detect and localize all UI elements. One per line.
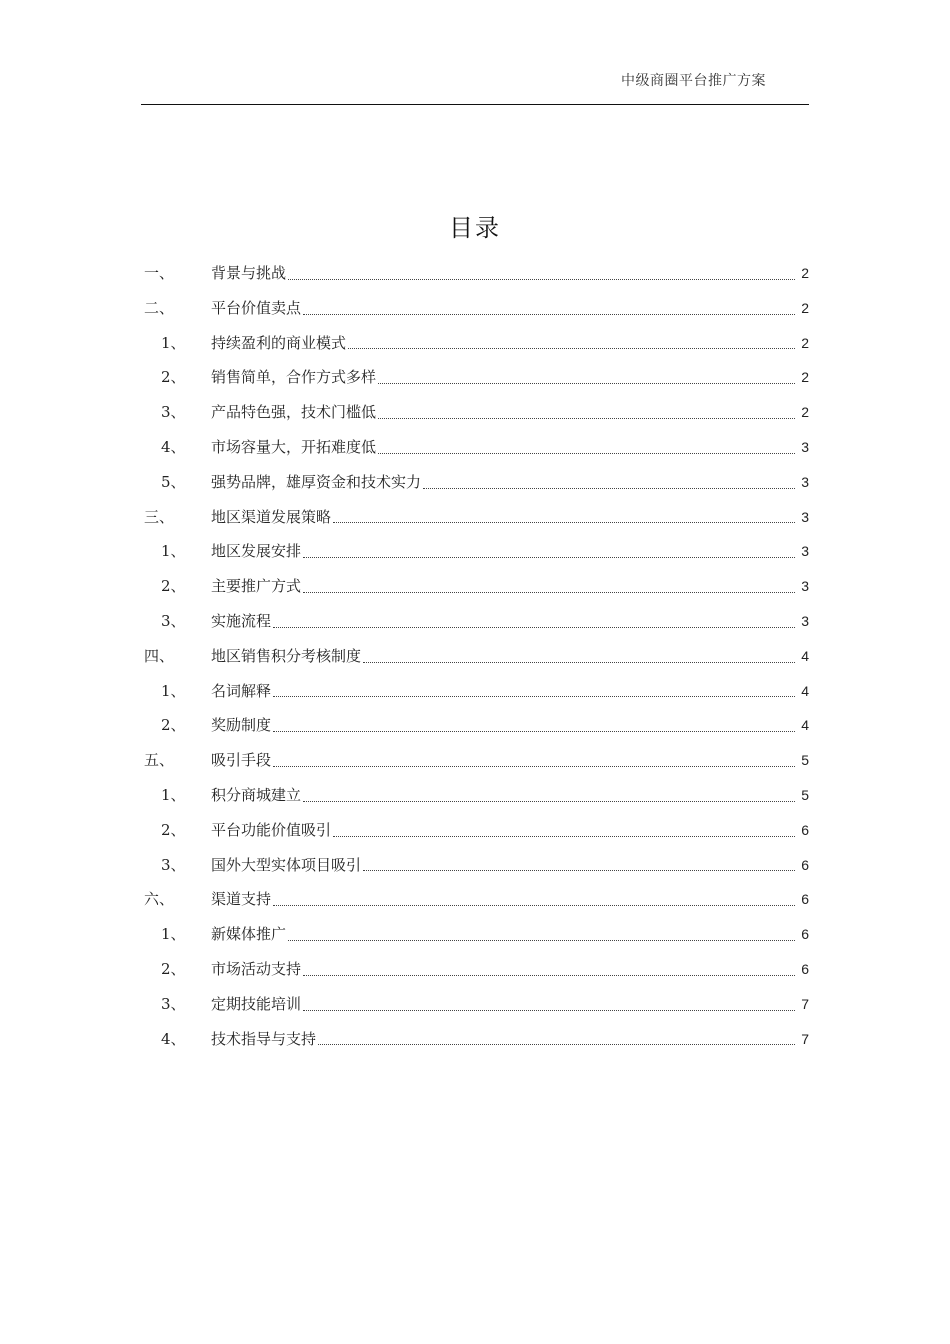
toc-dot-leader [303, 314, 795, 315]
toc-entry[interactable] [141, 674, 809, 709]
toc-entry-number: 五、 [144, 751, 175, 770]
toc-entry-title: 产品特色强，技术门槛低 [211, 403, 377, 422]
toc-dot-leader [378, 453, 795, 454]
toc-entry-title: 平台价值卖点 [211, 298, 302, 317]
toc-entry-number: 2、 [161, 577, 186, 596]
toc-dot-leader [423, 488, 795, 489]
toc-entry-number: 4、 [161, 437, 186, 456]
toc-entry-page-number: 5 [801, 786, 809, 803]
toc-entry-title: 新媒体推广 [211, 925, 287, 944]
toc-entry[interactable] [141, 813, 809, 848]
toc-dot-leader [273, 696, 795, 697]
toc-dot-leader [303, 557, 795, 558]
toc-entry-title: 市场活动支持 [211, 959, 302, 978]
toc-dot-leader [303, 975, 795, 976]
toc-dot-leader [273, 627, 795, 628]
toc-entry-number: 1、 [161, 681, 186, 700]
toc-entry-number: 2、 [161, 716, 186, 735]
toc-entry-number: 1、 [161, 542, 186, 561]
toc-entry-title: 定期技能培训 [211, 994, 302, 1013]
toc-entry-number: 六、 [144, 890, 175, 909]
toc-entry-title: 名词解释 [211, 681, 272, 700]
toc-entry[interactable] [141, 256, 809, 291]
toc-entry-title: 市场容量大，开拓难度低 [211, 437, 377, 456]
toc-entry[interactable] [141, 882, 809, 917]
toc-entry-number: 3、 [161, 611, 186, 630]
toc-entry-title: 地区渠道发展策略 [211, 507, 332, 526]
toc-dot-leader [303, 592, 795, 593]
toc-entry-number: 3、 [161, 403, 186, 422]
toc-entry-page-number: 6 [801, 960, 809, 977]
toc-entry-page-number: 2 [801, 299, 809, 316]
toc-entry-page-number: 5 [801, 752, 809, 769]
toc-entry-page-number: 7 [801, 1030, 809, 1047]
toc-entry-number: 三、 [144, 507, 175, 526]
toc-dot-leader [363, 662, 795, 663]
toc-dot-leader [273, 905, 795, 906]
toc-entry-title: 技术指导与支持 [211, 1029, 317, 1048]
toc-entry[interactable] [141, 604, 809, 639]
toc-entry-title: 实施流程 [211, 611, 272, 630]
toc-entry-title: 强势品牌，雄厚资金和技术实力 [211, 472, 422, 491]
toc-dot-leader [318, 1044, 795, 1045]
running-header-title: 中级商圈平台推广方案 [621, 73, 766, 89]
toc-entry-number: 2、 [161, 820, 186, 839]
toc-entry-number: 四、 [144, 646, 175, 665]
toc-entry-page-number: 6 [801, 891, 809, 908]
toc-entry-number: 3、 [161, 994, 186, 1013]
toc-dot-leader [273, 731, 795, 732]
toc-entry[interactable] [141, 848, 809, 883]
toc-entry-title: 积分商城建立 [211, 785, 302, 804]
toc-dot-leader [363, 870, 795, 871]
toc-entry[interactable] [141, 465, 809, 500]
toc-entry-title: 地区销售积分考核制度 [211, 646, 362, 665]
toc-entry[interactable] [141, 917, 809, 952]
toc-entry-page-number: 4 [801, 717, 809, 734]
toc-entry-title: 主要推广方式 [211, 577, 302, 596]
toc-entry-page-number: 4 [801, 682, 809, 699]
toc-entry-page-number: 3 [801, 578, 809, 595]
toc-entry[interactable] [141, 743, 809, 778]
toc-entry-number: 2、 [161, 959, 186, 978]
toc-entry-page-number: 4 [801, 647, 809, 664]
toc-entry-page-number: 2 [801, 334, 809, 351]
toc-entry[interactable] [141, 291, 809, 326]
toc-entry[interactable] [141, 952, 809, 987]
toc-entry[interactable] [141, 708, 809, 743]
toc-entry-number: 一、 [144, 264, 175, 282]
toc-entry-number: 5、 [161, 472, 186, 491]
toc-dot-leader [333, 836, 795, 837]
toc-entry-title: 吸引手段 [211, 751, 272, 770]
toc-entry[interactable] [141, 987, 809, 1022]
toc-entry-title: 地区发展安排 [211, 542, 302, 561]
toc-entry-page-number: 3 [801, 543, 809, 560]
toc-entry[interactable] [141, 326, 809, 361]
toc-entry-title: 持续盈利的商业模式 [211, 333, 347, 352]
toc-entry[interactable] [141, 500, 809, 535]
toc-dot-leader [273, 766, 795, 767]
toc-dot-leader [303, 1010, 795, 1011]
toc-dot-leader [378, 418, 795, 419]
toc-entry-page-number: 3 [801, 438, 809, 455]
toc-dot-leader [288, 940, 795, 941]
toc-entry[interactable] [141, 778, 809, 813]
toc-dot-leader [333, 522, 795, 523]
toc-entry[interactable] [141, 360, 809, 395]
toc-entry-page-number: 3 [801, 473, 809, 490]
toc-entry-page-number: 2 [801, 404, 809, 421]
toc-entry-number: 二、 [144, 298, 175, 317]
toc-entry[interactable] [141, 639, 809, 674]
toc-entry-page-number: 3 [801, 508, 809, 525]
toc-entry-title: 奖励制度 [211, 716, 272, 735]
toc-entry-number: 3、 [161, 855, 186, 874]
toc-entry[interactable] [141, 430, 809, 465]
toc-entry-page-number: 7 [801, 995, 809, 1012]
toc-entry[interactable] [141, 395, 809, 430]
toc-entry-number: 2、 [161, 368, 186, 387]
toc-entry-page-number: 2 [801, 265, 809, 281]
toc-entry-title: 销售简单，合作方式多样 [211, 368, 377, 387]
toc-entry-page-number: 6 [801, 856, 809, 873]
header-rule [141, 104, 809, 105]
toc-dot-leader [288, 279, 795, 280]
toc-title: 目录 [449, 214, 501, 242]
toc-entry-page-number: 6 [801, 926, 809, 943]
toc-dot-leader [303, 801, 795, 802]
toc-entry-title: 国外大型实体项目吸引 [211, 855, 362, 874]
toc-entry[interactable] [141, 534, 809, 569]
toc-entry-number: 4、 [161, 1029, 186, 1048]
toc-entry[interactable] [141, 1022, 809, 1057]
toc-entry-number: 1、 [161, 333, 186, 352]
toc-entry-page-number: 3 [801, 612, 809, 629]
toc-entry[interactable] [141, 569, 809, 604]
toc-entry-number: 1、 [161, 785, 186, 804]
toc-entry-title: 渠道支持 [211, 890, 272, 909]
table-of-contents [141, 256, 809, 1056]
toc-dot-leader [348, 348, 795, 349]
toc-entry-page-number: 6 [801, 821, 809, 838]
toc-entry-title: 平台功能价值吸引 [211, 820, 332, 839]
toc-entry-number: 1、 [161, 925, 186, 944]
toc-entry-page-number: 2 [801, 369, 809, 386]
toc-dot-leader [378, 383, 795, 384]
toc-entry-title: 背景与挑战 [211, 264, 287, 282]
